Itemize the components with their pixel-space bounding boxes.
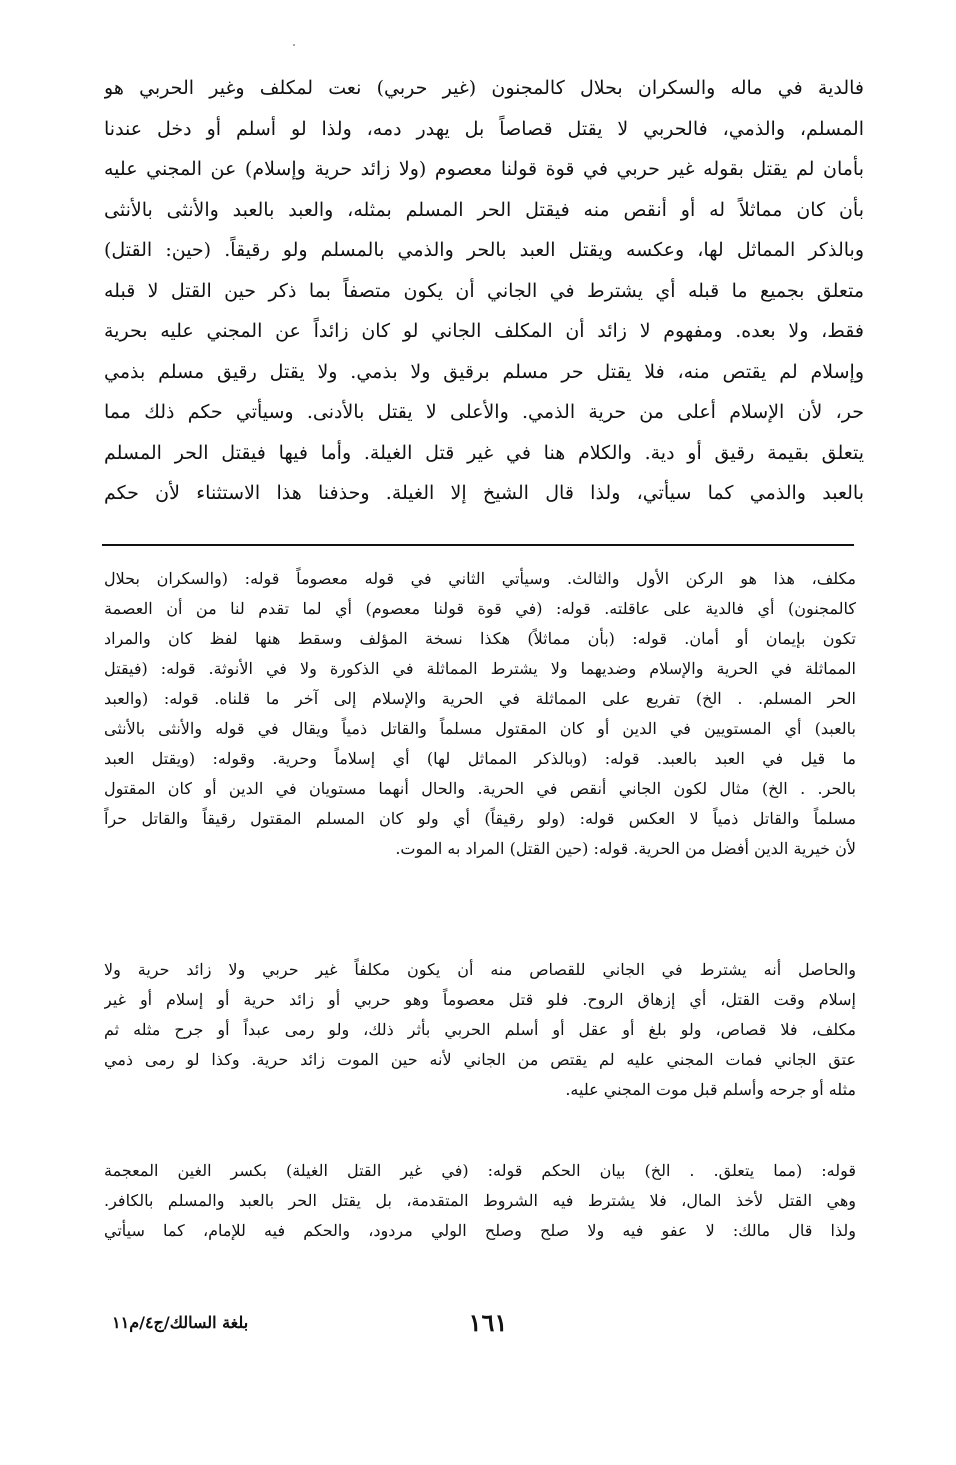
- scan-speck: [293, 44, 295, 46]
- footnote-line: كالمجنون) أي فالدية على عاقلته. قوله: (في قوة قولنا معصوم) أي لما تقدم لنا من أن العصمة: [104, 599, 856, 618]
- footnote-line: المماثلة في الحرية والإسلام وضديهما ولا يشترط المماثلة في الذكورة ولا في الأنوثة. قوله: (فيقتل: [104, 659, 856, 678]
- main-line: المسلم، والذمي، فالحربي لا يقتل قصاصاً بل يهدر دمه، ولذا لو أسلم أو دخل عندنا: [104, 117, 864, 140]
- main-line: حر، لأن الإسلام أعلى من حرية الذمي. والأعلى لا يقتل بالأدنى. وسيأتي حكم ذلك مما: [104, 401, 864, 423]
- footnotes-block: [104, 564, 856, 864]
- summary-paragraph: [104, 955, 856, 1105]
- main-line: متعلق بجميع ما قبله أي يشترط في الجاني أن يكون متصفاً بما ذكر حين القتل لا قبله: [104, 279, 864, 302]
- main-line: فقط، ولا بعده. ومفهوم لا زائد أن المكلف الجاني لو كان زائداً عن المجني عليه بحرية: [104, 320, 864, 342]
- footnote-line: ما قيل في العبد بالعبد. قوله: (وبالذكر المماثل لها) أي إسلاماً وحرية. وقوله: (ويقتل العبد: [104, 749, 856, 768]
- commentary-line: قوله: (مما يتعلق. . الخ) بيان الحكم قوله: (في غير القتل الغيلة) بكسر الغين المعجمة: [104, 1161, 856, 1180]
- commentary-line: وهي القتل لأخذ المال، فلا يشترط فيه الشروط المتقدمة، بل يقتل الحر بالعبد والمسلم بالكافر.: [104, 1191, 856, 1210]
- footnote-line: بالعبد) أي المستويين في الدين أو كان المقتول مسلماً والقاتل ذمياً ويقال في قوله والأنثى بالأنثى: [104, 719, 856, 738]
- summary-line: مكلف، فلا قصاص، ولو بلغ أو عقل أو أسلم الحربي بأثر ذلك، ولو رمى عبداً أو جرح مثله ثم: [104, 1020, 856, 1039]
- footnote-line: لأن خيرية الدين أفضل من الحرية. قوله: (حين القتل) المراد به الموت.: [395, 839, 856, 858]
- summary-line: مثله أو جرحه وأسلم قبل موت المجني عليه.: [565, 1080, 856, 1099]
- footnote-line: مسلماً والقاتل ذمياً لا العكس قوله: (ولو رقيقاً) أي ولو كان المسلم المقتول رقيقاً والقاتل حراً: [104, 809, 856, 828]
- main-line: وبالذكر المماثل لها، وعكسه ويقتل العبد بالحر والذمي بالمسلم ولو رقيقاً. (حين: القتل): [104, 239, 864, 261]
- commentary-line: ولذا قال مالك: لا عفو فيه ولا صلح وصلح الولي مردود، والحكم فيه للإمام، كما سيأتي: [104, 1221, 856, 1240]
- main-line: بالعبد والذمي كما سيأتي، ولذا قال الشيخ إلا الغيلة. وحذفنا هذا الاستثناء لأن حكم: [104, 482, 864, 504]
- footnote-line: مكلف، هذا هو الركن الأول والثالث. وسيأتي الثاني في قوله معصوماً قوله: (والسكران بحلال: [104, 569, 856, 588]
- summary-line: عتق الجاني فمات المجني عليه لم يقتص من الجاني لأنه حين الموت زائد حرية. وكذا لو رمى ذمي: [104, 1050, 856, 1069]
- book-signature: بلغة السالك/ج٤/م١١: [112, 1313, 249, 1332]
- footnote-divider: [102, 544, 854, 546]
- summary-line: إسلام وقت القتل، أي إزهاق الروح. فلو قتل معصوماً وهو حربي أو زائد حرية أو إسلام أو غير: [104, 990, 856, 1009]
- page-number: ١٦١: [468, 1308, 508, 1337]
- main-line: بأن كان مماثلاً له أو أنقص منه فيقتل الحر المسلم بمثله، والعبد بالعبد والأنثى بالأنثى: [104, 198, 864, 221]
- commentary-paragraph: [104, 1156, 856, 1246]
- main-line: يتعلق بقيمة رقيق أو دية. والكلام هنا في غير قتل الغيلة. وأما فيها فيقتل الحر المسلم: [104, 441, 864, 464]
- main-line: وإسلام لم يقتص منه، فلا يقتل حر مسلم برقيق ولا بذمي. ولا يقتل رقيق مسلم بذمي: [104, 360, 864, 383]
- main-text-block: [104, 68, 864, 514]
- footnote-line: بالحر. . الخ) مثال لكون الجاني أنقص في الحرية. والحال أنهما مستويان في الدين أو كان المقتول: [104, 779, 856, 798]
- main-line: فالدية في ماله والسكران بحلال كالمجنون (غير حربي) نعت لمكلف وغير الحربي هو: [104, 77, 864, 99]
- footnote-line: الحر المسلم. . الخ) تفريع على المماثلة في الحرية والإسلام إلى آخر ما قلناه. قوله: (والعبد: [104, 689, 856, 708]
- main-line: بأمان لم يقتل بقوله غير حربي في قوة قولنا معصوم (ولا زائد حرية وإسلام) عن المجني عليه: [104, 158, 864, 180]
- summary-line: والحاصل أنه يشترط في الجاني للقصاص منه أن يكون مكلفاً غير حربي ولا زائد حرية ولا: [104, 960, 856, 979]
- footnote-line: تكون بإيمان أو أمان. قوله: (بأن مماثلاً) هكذا نسخة المؤلف وسقط هنها لفظ كان والمراد: [104, 629, 856, 648]
